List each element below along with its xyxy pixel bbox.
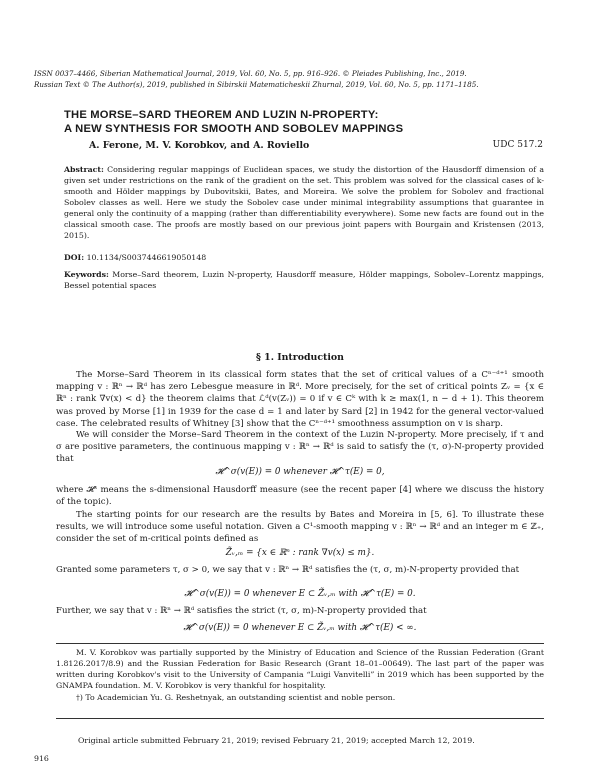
equation-2: Z̃ᵥ,ₘ = {x ∈ ℝⁿ : rank ∇v(x) ≤ m}. bbox=[225, 548, 375, 558]
intro-paragraph-4: The starting points for our research are the results by Bates and Moreira in [5, 6]. To illustrate these results, we will introduce some useful notation. Given a C¹-smooth mapping v : ℝⁿ → ℝᵈ and an integer m ∈ ℤ₊, consider the set of m-critical points defined as bbox=[56, 510, 544, 545]
keywords-label: Keywords: bbox=[64, 270, 109, 279]
footnote-divider bbox=[56, 643, 544, 644]
journal-citation-line: ISSN 0037–4466, Siberian Mathematical Journal, 2019, Vol. 60, No. 5, pp. 916–926. © Pleiades Publishing, Inc., 2019. bbox=[34, 69, 467, 78]
russian-text-citation-line: Russian Text © The Author(s), 2019, published in Sibirskii Matematicheskii Zhurnal, 2019, Vol. 60, No. 5, pp. 1171–1185. bbox=[34, 80, 479, 89]
doi-line bbox=[64, 252, 544, 263]
paper-title-line-2: A NEW SYNTHESIS FOR SMOOTH AND SOBOLEV MAPPINGS bbox=[64, 123, 404, 135]
intro-paragraph-2: We will consider the Morse–Sard Theorem in the context of the Luzin N-property. More precisely, if τ and σ are positive parameters, the continuous mapping v : ℝⁿ → ℝᵈ is said to satisfy the (τ, σ)-N-property provided that bbox=[56, 430, 544, 465]
section-heading: § 1. Introduction bbox=[256, 352, 344, 363]
dedication-footnote: †) To Academician Yu. G. Reshetnyak, an outstanding scientist and noble person. bbox=[76, 693, 396, 702]
doi-value: 10.1134/S0037446619050148 bbox=[86, 253, 207, 262]
doi-label: DOI: bbox=[64, 253, 85, 262]
abstract-label: Abstract: bbox=[64, 165, 104, 174]
equation-1: 𝓗^σ(v(E)) = 0 whenever 𝓗^τ(E) = 0, bbox=[215, 467, 385, 477]
keywords bbox=[64, 269, 544, 291]
intro-paragraph-6: Further, we say that v : ℝⁿ → ℝᵈ satisfies the strict (τ, σ, m)-N-property provided that bbox=[56, 606, 427, 616]
abstract-text: Considering regular mappings of Euclidean spaces, we study the distortion of the Hausdorff dimension of a given set under restrictions on the rank of the gradient on the set. This problem was solved for the classical cases of k-smooth and Hölder mappings by Dubovitskii, Bates, and Moreira. We solve the problem for Sobolev and fractional Sobolev classes as well. Here we study the Sobolev case under minimal integrability assumptions that guarantee in general only the continuity of a mapping (rather than differentiability everywhere). Some new facts are found out in the classical smooth case. The proofs are mostly based on our previous joint papers with Bourgain and Kristensen (2013, 2015). bbox=[64, 165, 545, 240]
intro-paragraph-3: where 𝓗ˢ means the s-dimensional Hausdorff measure (see the recent paper [4] where we discuss the history of the topic). bbox=[56, 485, 544, 508]
paper-authors: A. Ferone, M. V. Korobkov, and A. Roviello bbox=[89, 140, 310, 151]
abstract bbox=[64, 164, 544, 241]
page-number: 916 bbox=[34, 754, 49, 763]
footer-divider bbox=[56, 718, 544, 719]
udc-code: UDC 517.2 bbox=[492, 140, 543, 150]
intro-paragraph-5: Granted some parameters τ, σ > 0, we say that v : ℝⁿ → ℝᵈ satisfies the (τ, σ, m)-N-property provided that bbox=[56, 565, 520, 575]
submission-dates: Original article submitted February 21, 2019; revised February 21, 2019; accepted March 12, 2019. bbox=[78, 736, 475, 745]
equation-4: 𝓗^σ(v(E)) = 0 whenever E ⊂ Z̃ᵥ,ₘ with 𝓗^τ(E) < ∞. bbox=[183, 623, 417, 633]
equation-3: 𝓗^σ(v(E)) = 0 whenever E ⊂ Z̃ᵥ,ₘ with 𝓗^τ(E) = 0. bbox=[184, 589, 416, 599]
funding-footnote: M. V. Korobkov was partially supported by the Ministry of Education and Science of the Russian Federation (Grant 1.8126.2017/8.9) and the Russian Federation for Basic Research (Grant 18–01–00649). The last part of the paper was written during Korobkov's visit to the University of Campania “Luigi Vanvitelli” in 2019 which has been supported by the GNAMPA foundation. M. V. Korobkov is very thankful for hospitality. bbox=[56, 648, 544, 690]
keywords-text: Morse–Sard theorem, Luzin N-property, Hausdorff measure, Hölder mappings, Sobolev–Lorentz mappings, Bessel potential spaces bbox=[64, 270, 544, 290]
paper-title-line-1: THE MORSE–SARD THEOREM AND LUZIN N-PROPERTY: bbox=[64, 109, 379, 121]
intro-paragraph-1: The Morse–Sard Theorem in its classical form states that the set of critical values of a Cⁿ⁻ᵈ⁺¹ smooth mapping v : ℝⁿ → ℝᵈ has zero Lebesgue measure in ℝᵈ. More precisely, for the set of critical points Zᵥ = {x ∈ ℝⁿ : rank ∇v(x) < d} the theorem claims that ℒᵈ(v(Zᵥ)) = 0 if v ∈ Cᵏ with k ≥ max(1, n − d + 1). This theorem was proved by Morse [1] in 1939 for the case d = 1 and later by Sard [2] in 1942 for the general vector-valued case. The celebrated results of Whitney [3] show that the Cⁿ⁻ᵈ⁺¹ smoothness assumption on v is sharp. bbox=[56, 370, 544, 429]
